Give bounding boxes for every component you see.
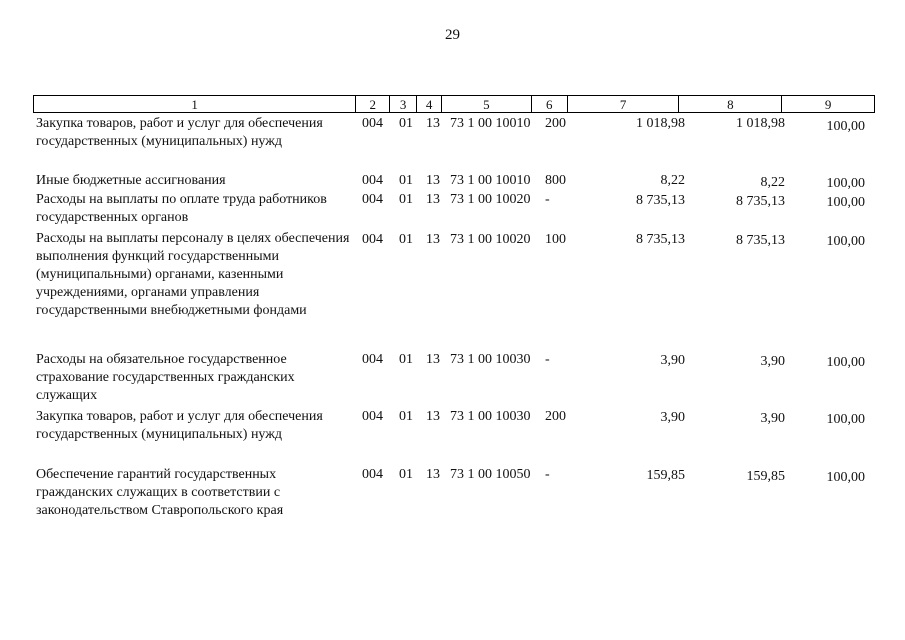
row-col-3: 01 (399, 192, 413, 207)
row-col-4: 13 (426, 116, 440, 131)
header-col-6: 6 (532, 96, 568, 112)
header-col-3: 3 (390, 96, 417, 112)
row-col-2: 004 (362, 467, 383, 482)
header-col-9: 9 (824, 97, 832, 112)
row-col-9: 100,00 (826, 470, 865, 485)
row-col-8: 8,22 (760, 175, 785, 190)
row-description: Иные бюджетные ассигнования (36, 173, 226, 188)
row-col-5: 73 1 00 10020 (450, 192, 531, 207)
row-col-8: 8 735,13 (736, 194, 785, 209)
row-col-8: 1 018,98 (736, 116, 785, 131)
header-col-2: 2 (356, 96, 390, 112)
row-col-9: 100,00 (826, 355, 865, 370)
row-col-4: 13 (426, 467, 440, 482)
row-description: Расходы на выплаты персоналу в целях обеспечения выполнения функций государственными (муниципальными) органами, казенными учреждениями, органами управления государственными внебюджетными фондами (36, 231, 350, 318)
row-col-5: 73 1 00 10010 (450, 173, 531, 188)
row-col-4: 13 (426, 192, 440, 207)
header-col-7: 7 (568, 96, 680, 112)
row-col-4: 13 (426, 352, 440, 367)
row-col-5: 73 1 00 10050 (450, 467, 531, 482)
row-col-2: 004 (362, 409, 383, 424)
row-description: Закупка товаров, работ и услуг для обеспечения государственных (муниципальных) нужд (36, 409, 323, 442)
row-col-7: 3,90 (660, 410, 685, 425)
row-col-9: 100,00 (826, 234, 865, 249)
row-col-3: 01 (399, 116, 413, 131)
row-col-6: 800 (545, 173, 566, 188)
row-col-7: 8 735,13 (636, 232, 685, 247)
row-col-6: 100 (545, 232, 566, 247)
row-col-2: 004 (362, 173, 383, 188)
row-col-3: 01 (399, 352, 413, 367)
header-col-4: 4 (417, 96, 442, 112)
row-col-2: 004 (362, 192, 383, 207)
row-col-2: 004 (362, 116, 383, 131)
header-col-1: 1 (34, 96, 356, 112)
row-col-8: 8 735,13 (736, 233, 785, 248)
row-col-7: 8,22 (660, 173, 685, 188)
row-col-8: 3,90 (760, 354, 785, 369)
table-header (33, 95, 875, 113)
row-col-7: 1 018,98 (636, 116, 685, 131)
row-col-9: 100,00 (826, 176, 865, 191)
row-col-2: 004 (362, 232, 383, 247)
row-col-3: 01 (399, 467, 413, 482)
row-col-9: 100,00 (826, 119, 865, 134)
row-col-5: 73 1 00 10030 (450, 352, 531, 367)
row-col-2: 004 (362, 352, 383, 367)
page-number: 29 (445, 27, 460, 43)
row-col-5: 73 1 00 10020 (450, 232, 531, 247)
row-description: Обеспечение гарантий государственных гражданских служащих в соответствии с законодательством Ставропольского края (36, 467, 284, 518)
row-col-5: 73 1 00 10010 (450, 116, 531, 131)
header-col-8: 8 (679, 96, 782, 112)
row-col-6: 200 (545, 116, 566, 131)
row-col-3: 01 (399, 232, 413, 247)
row-col-6: - (545, 467, 550, 482)
row-col-6: 200 (545, 409, 566, 424)
row-col-7: 3,90 (660, 353, 685, 368)
row-col-3: 01 (399, 173, 413, 188)
row-col-5: 73 1 00 10030 (450, 409, 531, 424)
row-col-8: 159,85 (746, 469, 785, 484)
row-col-7: 8 735,13 (636, 193, 685, 208)
row-col-6: - (545, 352, 550, 367)
row-col-3: 01 (399, 409, 413, 424)
row-description: Закупка товаров, работ и услуг для обеспечения государственных (муниципальных) нужд (36, 116, 323, 149)
row-col-7: 159,85 (646, 468, 685, 483)
row-col-9: 100,00 (826, 412, 865, 427)
row-col-4: 13 (426, 232, 440, 247)
row-col-8: 3,90 (760, 411, 785, 426)
row-col-9: 100,00 (826, 195, 865, 210)
row-col-6: - (545, 192, 550, 207)
header-col-5: 5 (442, 96, 532, 112)
row-description: Расходы на обязательное государственное страхование государственных гражданских служащих (36, 352, 295, 403)
row-col-4: 13 (426, 409, 440, 424)
row-col-4: 13 (426, 173, 440, 188)
row-description: Расходы на выплаты по оплате труда работников государственных органов (36, 192, 327, 225)
